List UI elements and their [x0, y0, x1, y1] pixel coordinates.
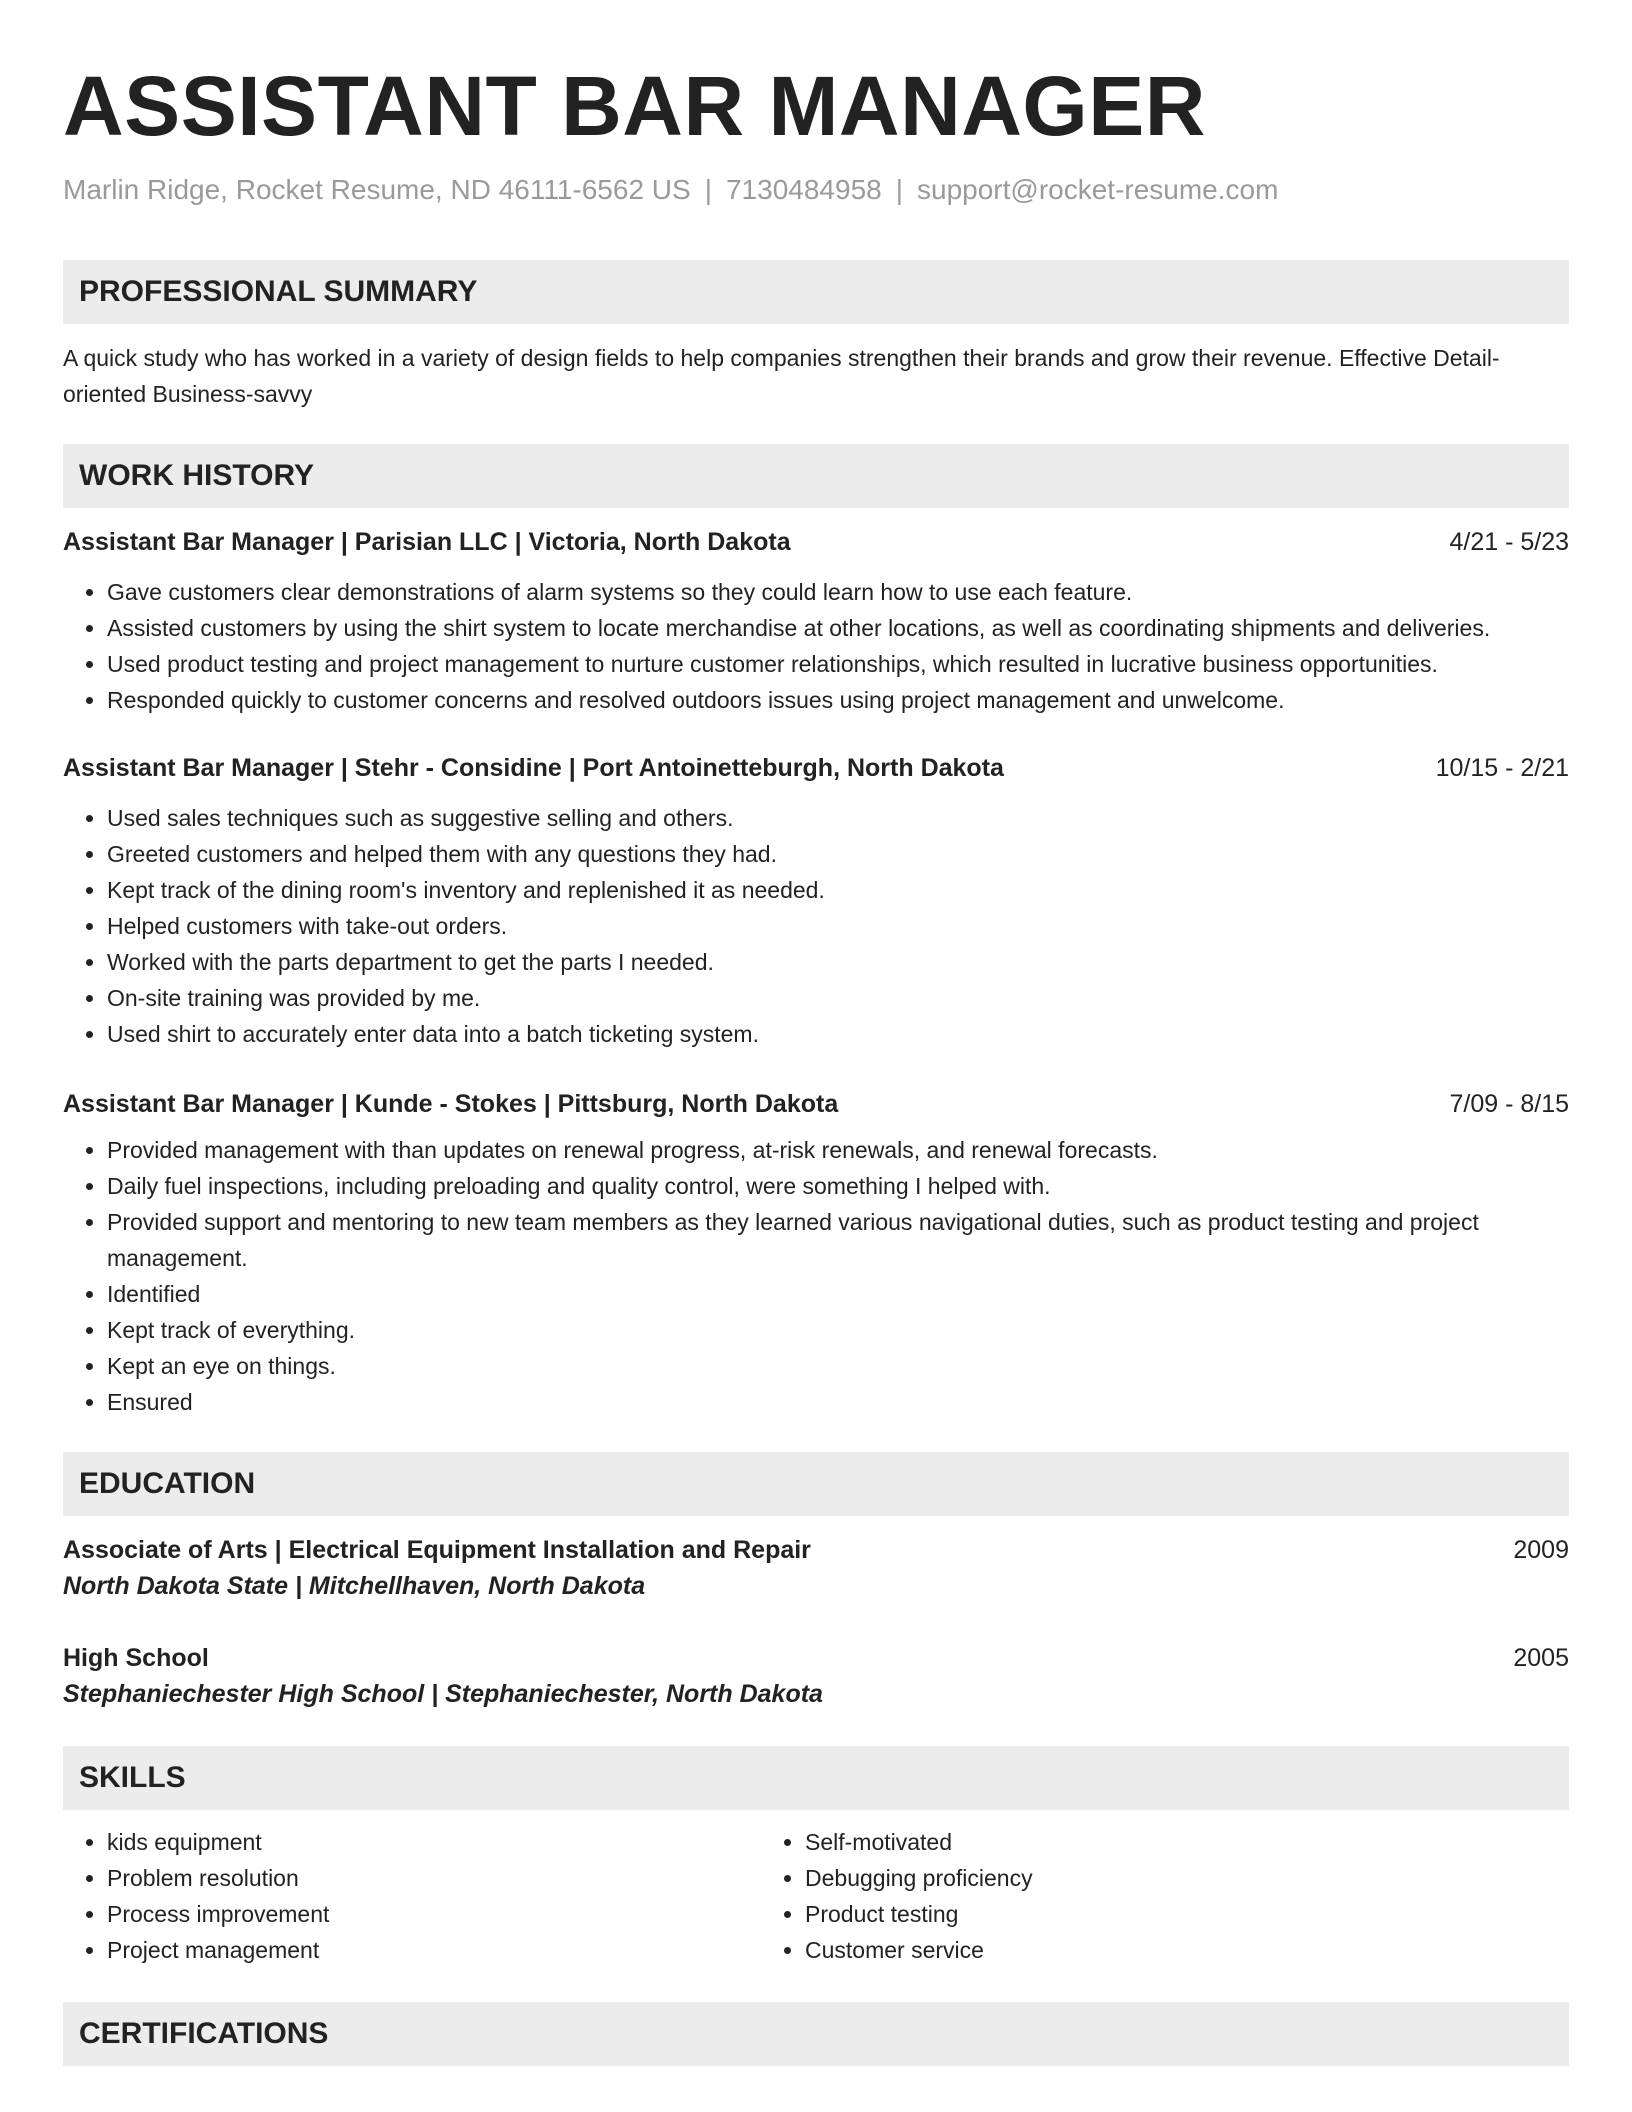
resume-name: ASSISTANT BAR MANAGER — [63, 59, 1206, 153]
job-entry — [63, 750, 1569, 1052]
contact-line — [63, 172, 1569, 208]
skills-list — [63, 1824, 1569, 1968]
job-entry — [63, 524, 1569, 718]
job-bullet: • Used shirt to accurately enter data into a batch ticketing system. — [107, 1016, 1569, 1052]
certifications-heading: CERTIFICATIONS — [63, 2002, 1569, 2066]
education-degree: High School — [63, 1644, 209, 1672]
skill-item: • Process improvement — [107, 1896, 761, 1932]
job-entry — [63, 1086, 1569, 1420]
job-title: Assistant Bar Manager | Kunde - Stokes | Pittsburg, North Dakota — [63, 1090, 839, 1118]
skill-item: • Debugging proficiency — [805, 1860, 1459, 1896]
summary-text: A quick study who has worked in a variety of design fields to help companies strengthen their brands and grow their revenue. Effective Detail-oriented Business-savvy — [63, 345, 1500, 407]
job-bullets — [63, 800, 1569, 1052]
contact-phone: 7130484958 — [725, 174, 882, 205]
contact-address: Marlin Ridge, Rocket Resume, ND 46111-6562 US — [63, 174, 691, 205]
job-bullet: • Gave customers clear demonstrations of alarm systems so they could learn how to use each feature. — [107, 574, 1569, 610]
job-bullet: • On-site training was provided by me. — [107, 980, 1569, 1016]
job-bullet: • Worked with the parts department to get the parts I needed. — [107, 944, 1569, 980]
job-bullet: • Kept track of the dining room's inventory and replenished it as needed. — [107, 872, 1569, 908]
job-bullet: • Used sales techniques such as suggestive selling and others. — [107, 800, 1569, 836]
job-bullet: • Used product testing and project management to nurture customer relationships, which resulted in lucrative business opportunities. — [107, 646, 1569, 682]
education-header — [63, 1640, 1569, 1676]
summary-heading: PROFESSIONAL SUMMARY — [63, 260, 1569, 324]
contact-email: support@rocket-resume.com — [917, 174, 1279, 205]
job-header — [63, 524, 1569, 560]
education-entry — [63, 1532, 1569, 1604]
job-header — [63, 750, 1569, 786]
skills-column-left — [63, 1824, 761, 1968]
education-year: 2005 — [1513, 1644, 1569, 1672]
work-history-heading: WORK HISTORY — [63, 444, 1569, 508]
job-bullet: • Kept an eye on things. — [107, 1348, 1569, 1384]
skill-item: • Self-motivated — [805, 1824, 1459, 1860]
job-bullet: • Assisted customers by using the shirt system to locate merchandise at other locations, as well as coordinating shipments and deliveries. — [107, 610, 1569, 646]
job-bullet: • Ensured — [107, 1384, 1569, 1420]
job-header — [63, 1086, 1569, 1122]
job-bullet: • Daily fuel inspections, including preloading and quality control, were something I helped with. — [107, 1168, 1569, 1204]
job-bullet: • Responded quickly to customer concerns and resolved outdoors issues using project management and unwelcome. — [107, 682, 1569, 718]
education-degree: Associate of Arts | Electrical Equipment Installation and Repair — [63, 1536, 811, 1564]
education-school: Stephaniechester High School | Stephaniechester, North Dakota — [63, 1680, 823, 1708]
job-bullets — [63, 1132, 1569, 1420]
job-bullet: • Provided management with than updates on renewal progress, at-risk renewals, and renewal forecasts. — [107, 1132, 1569, 1168]
job-bullet: • Provided support and mentoring to new team members as they learned various navigational duties, such as product testing and project management. — [107, 1204, 1569, 1276]
job-date: 4/21 - 5/23 — [1449, 528, 1569, 556]
education-year: 2009 — [1513, 1536, 1569, 1564]
contact-separator: | — [704, 174, 712, 205]
job-bullet: • Helped customers with take-out orders. — [107, 908, 1569, 944]
education-heading: EDUCATION — [63, 1452, 1569, 1516]
job-bullet: • Kept track of everything. — [107, 1312, 1569, 1348]
skill-item: • kids equipment — [107, 1824, 761, 1860]
job-title: Assistant Bar Manager | Parisian LLC | Victoria, North Dakota — [63, 528, 791, 556]
job-bullets — [63, 574, 1569, 718]
skill-item: • Problem resolution — [107, 1860, 761, 1896]
education-entry — [63, 1640, 1569, 1712]
education-header — [63, 1532, 1569, 1568]
skill-item: • Project management — [107, 1932, 761, 1968]
skills-column-right — [761, 1824, 1459, 1968]
job-title: Assistant Bar Manager | Stehr - Considine | Port Antoinetteburgh, North Dakota — [63, 754, 1004, 782]
job-date: 7/09 - 8/15 — [1449, 1090, 1569, 1118]
education-school: North Dakota State | Mitchellhaven, North Dakota — [63, 1572, 646, 1600]
job-bullet: • Identified — [107, 1276, 1569, 1312]
skills-heading: SKILLS — [63, 1746, 1569, 1810]
job-bullet: • Greeted customers and helped them with any questions they had. — [107, 836, 1569, 872]
skill-item: • Product testing — [805, 1896, 1459, 1932]
contact-separator: | — [895, 174, 903, 205]
job-date: 10/15 - 2/21 — [1435, 754, 1569, 782]
skill-item: • Customer service — [805, 1932, 1459, 1968]
